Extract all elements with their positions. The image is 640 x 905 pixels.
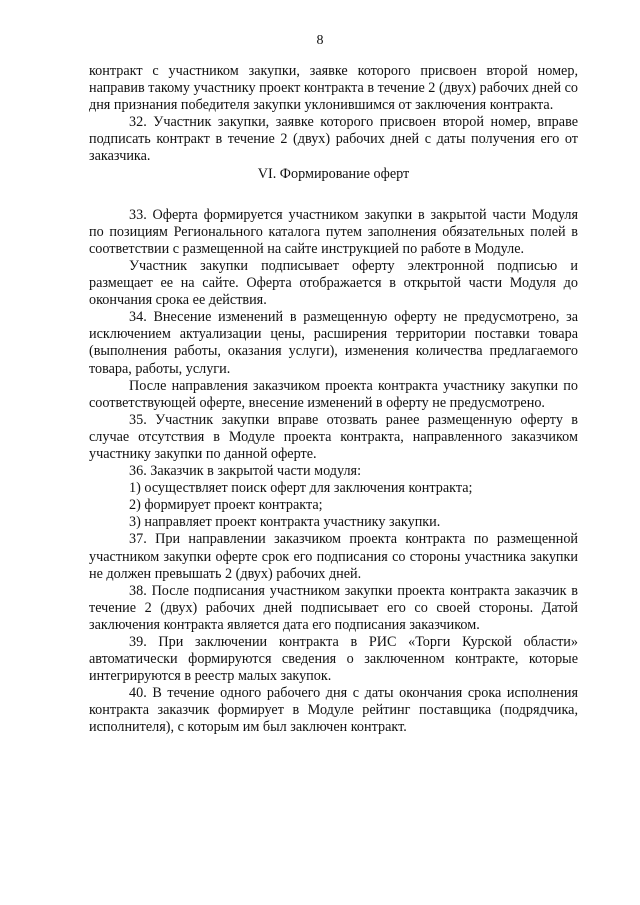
paragraph-38: 38. После подписания участником закупки проекта контракта заказчик в течение 2 (двух) рабочих дней подписывает его со своей стороны. Датой заключения контракта является дата его подписания заказчиком.	[89, 582, 578, 633]
list-item: 1) осуществляет поиск оферт для заключения контракта;	[129, 480, 473, 497]
section-gap	[89, 183, 578, 207]
paragraph-34: 34. Внесение изменений в размещенную оферту не предусмотрено, за исключением актуализации цены, расширения территории поставки товара (выполнения работы, оказания услуги), изменения количества предлагаемого товара, работы, услуги.	[89, 309, 578, 377]
paragraph-32: 32. Участник закупки, заявке которого присвоен второй номер, вправе подписать контракт в течение 2 (двух) рабочих дней с даты получения его от заказчика.	[89, 114, 578, 165]
section-heading: VI. Формирование оферт	[257, 165, 410, 182]
list-item: 3) направляет проект контракта участнику закупки.	[129, 514, 441, 531]
list-item: 2) формирует проект контракта;	[129, 497, 323, 514]
paragraph-36: 36. Заказчик в закрытой части модуля:	[129, 463, 362, 480]
paragraph-continuation: контракт с участником закупки, заявке которого присвоен второй номер, направив такому участнику проект контракта в течение 2 (двух) рабочих дней со дня признания победителя закупки уклонившимся от заключения контракта.	[89, 63, 578, 114]
paragraph-40: 40. В течение одного рабочего дня с даты окончания срока исполнения контракта заказчик формирует в Модуле рейтинг поставщика (подрядчика, исполнителя), с которым им был заключен контракт.	[89, 685, 578, 736]
paragraph-33: 33. Оферта формируется участником закупки в закрытой части Модуля по позициям Регионального каталога путем заполнения обязательных полей в соответствии с размещенной на сайте инструкцией по работе в Модуле.	[89, 206, 578, 257]
document-body	[89, 63, 578, 737]
page-number: 8	[316, 33, 324, 48]
paragraph-35: 35. Участник закупки вправе отозвать ранее размещенную оферту в случае отсутствия в Модуле проекта контракта, направленного заказчиком участнику закупки по данной оферте.	[89, 411, 578, 462]
paragraph-39: 39. При заключении контракта в РИС «Торги Курской области» автоматически формируются сведения о заключенном контракте, которые интегрируются в реестр малых закупок.	[89, 634, 578, 685]
paragraph-34-cont: После направления заказчиком проекта контракта участнику закупки по соответствующей оферте, внесение изменений в оферту не предусмотрено.	[89, 377, 578, 411]
margin-mark	[632, 8, 638, 48]
paragraph-37: 37. При направлении заказчиком проекта контракта по размещенной участником закупки оферте срок его подписания со стороны участника закупки не должен превышать 2 (двух) рабочих дней.	[89, 531, 578, 582]
paragraph-33-cont: Участник закупки подписывает оферту электронной подписью и размещает ее на сайте. Оферта отображается в открытой части Модуля до окончания срока ее действия.	[89, 257, 578, 309]
